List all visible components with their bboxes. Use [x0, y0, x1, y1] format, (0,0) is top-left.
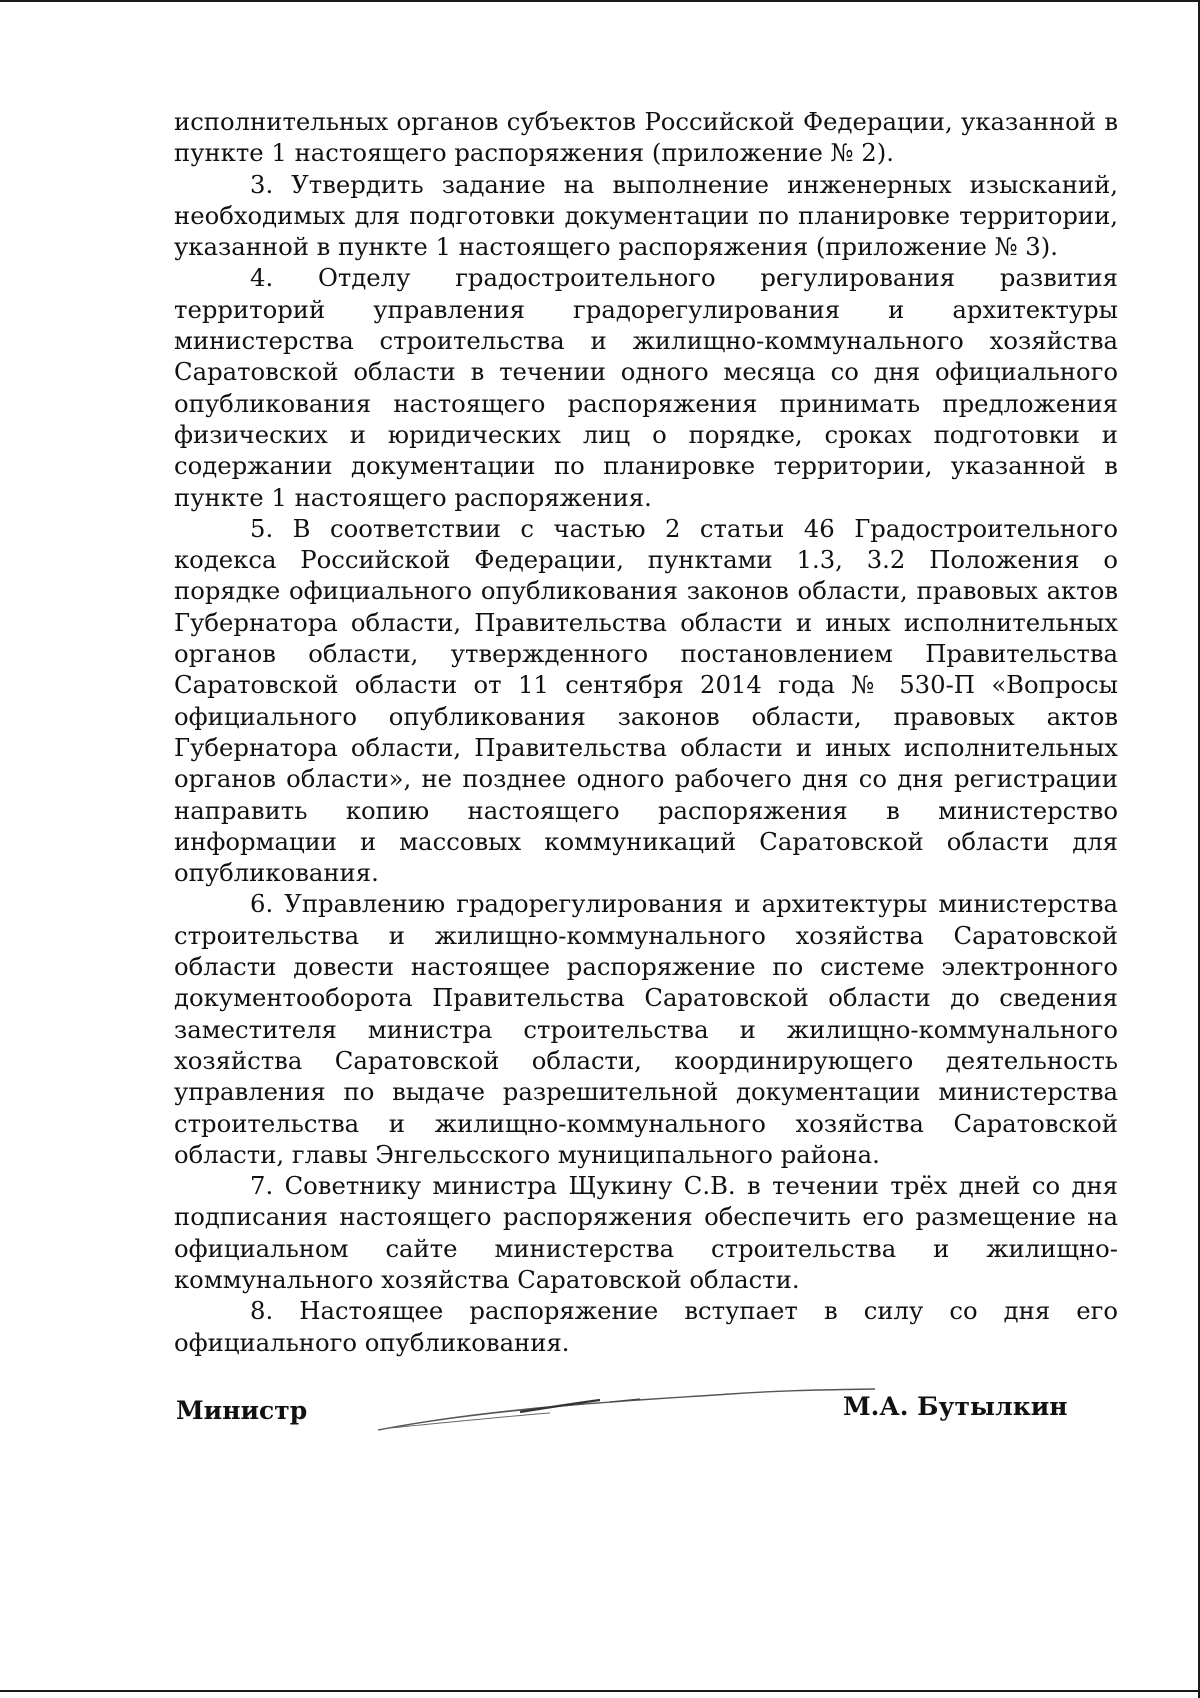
paragraph-item-4: 4. Отделу градостроительного регулирования развития территорий управления градорегулирования и архитектуры министерства строительства и жилищно-коммунального хозяйства Саратовской области в течении одного месяца со дня официального опубликования настоящего распоряжения принимать предложения физических и юридических лиц о порядке, сроках подготовки и содержании документации по планировке территории, указанной в пункте 1 настоящего распоряжения. [174, 263, 1118, 512]
paragraph-item-7: 7. Советнику министра Щукину С.В. в течении трёх дней со дня подписания настоящего распоряжения обеспечить его размещение на официальном сайте министерства строительства и жилищно-коммунального хозяйства Саратовской области. [174, 1171, 1118, 1294]
paragraph-item-6: 6. Управлению градорегулирования и архитектуры министерства строительства и жилищно-коммунального хозяйства Саратовской области довести настоящее распоряжение по системе электронного документооборота Правительства Саратовской области до сведения заместителя министра строительства и жилищно-коммунального хозяйства Саратовской области, координирующего деятельность управления по выдаче разрешительной документации министерства строительства и жилищно-коммунального хозяйства Саратовской области, главы Энгельсского муниципального района. [174, 889, 1118, 1169]
handwritten-signature [370, 1382, 890, 1442]
scan-edge-line [0, 1690, 1200, 1692]
signature-block [0, 1382, 1200, 1442]
document-body [174, 106, 1118, 1358]
paragraph-continuation: исполнительных органов субъектов Российской Федерации, указанной в пункте 1 настоящего распоряжения (приложение № 2). [174, 107, 1118, 168]
paragraph-item-5: 5. В соответствии с частью 2 статьи 46 Градостроительного кодекса Российской Федерации, пунктами 1.3, 3.2 Положения о порядке официального опубликования законов области, правовых актов Губернатора области, Правительства области и иных исполнительных органов области, утвержденного постановлением Правительства Саратовской области от 11 сентября 2014 года № 530-П «Вопросы официального опубликования законов области, правовых актов Губернатора области, Правительства области и иных исполнительных органов области», не позднее одного рабочего дня со дня регистрации направить копию настоящего распоряжения в министерство информации и массовых коммуникаций Саратовской области для опубликования. [174, 513, 1118, 888]
paragraph-item-8: 8. Настоящее распоряжение вступает в силу со дня его официального опубликования. [174, 1296, 1118, 1357]
paragraph-item-3: 3. Утвердить задание на выполнение инженерных изысканий, необходимых для подготовки документации по планировке территории, указанной в пункте 1 настоящего распоряжения (приложение № 3). [174, 169, 1118, 262]
signatory-name: М.А. Бутылкин [843, 1392, 1068, 1421]
signatory-title: Министр [176, 1396, 308, 1425]
